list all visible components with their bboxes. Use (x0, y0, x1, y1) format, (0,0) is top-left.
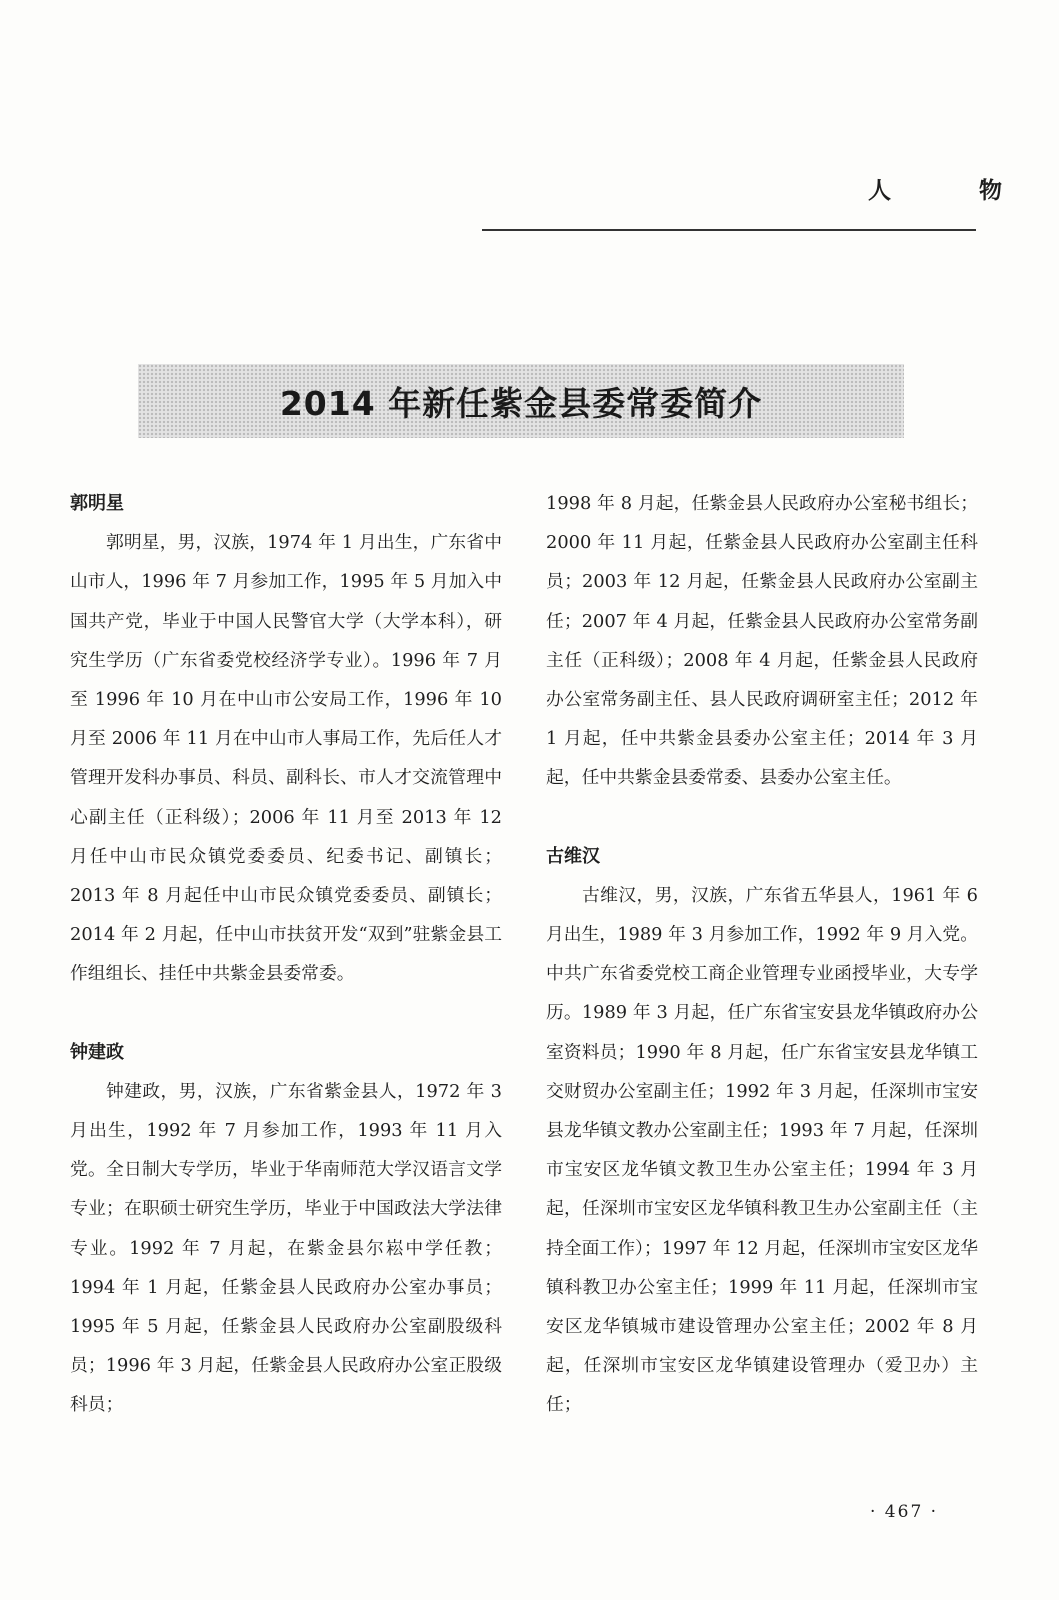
person-bio-zhong: 钟建政，男，汉族，广东省紫金县人，1972 年 3 月出生，1992 年 7 月参加工作，1993 年 11 月入党。全日制大专学历，毕业于华南师范大学汉语言文学专业；在职硕士研究生学历，毕业于中国政法大学法律专业。1992 年 7 月起，在紫金县尔崧中学任教；1994 年 1 月起，任紫金县人民政府办公室办事员；1995 年 5 月起，任紫金县人民政府办公室副股级科员；1996 年 3 月起，任紫金县人民政府办公室正股级科员； (70, 1080, 502, 1416)
left-column (70, 484, 502, 1425)
person-name-zhong: 钟建政 (70, 1041, 124, 1063)
section-header: 人 物 (868, 178, 1043, 204)
person-bio-guo: 郭明星，男，汉族，1974 年 1 月出生，广东省中山市人，1996 年 7 月参加工作，1995 年 5 月加入中国共产党，毕业于中国人民警官大学（大学本科），研究生学历（广东省委党校经济学专业）。1996 年 7 月至 1996 年 10 月在中山市公安局工作，1996 年 10 月至 2006 年 11 月在中山市人事局工作，先后任人才管理开发科办事员、科员、副科长、市人才交流管理中心副主任（正科级）；2006 年 11 月至 2013 年 12 月任中山市民众镇党委委员、纪委书记、副镇长；2013 年 8 月起任中山市民众镇党委委员、副镇长；2014 年 2 月起，任中山市扶贫开发“双到”驻紫金县工作组组长、挂任中共紫金县委常委。 (70, 532, 502, 985)
person-bio-zhong-continued: 1998 年 8 月起，任紫金县人民政府办公室秘书组长；2000 年 11 月起，任紫金县人民政府办公室副主任科员；2003 年 12 月起，任紫金县人民政府办公室副主任；2007 年 4 月起，任紫金县人民政府办公室常务副主任（正科级）；2008 年 4 月起，任紫金县人民政府办公室常务副主任、县人民政府调研室主任；2012 年 1 月起，任中共紫金县委办公室主任；2014 年 3 月起，任中共紫金县委常委、县委办公室主任。 (546, 493, 978, 789)
person-name-guo: 郭明星 (70, 493, 124, 514)
header-rule (482, 229, 976, 231)
page-number: · 467 · (870, 1502, 939, 1522)
title-banner (138, 364, 904, 438)
person-name-gu: 古维汉 (546, 845, 600, 867)
right-column (546, 484, 978, 1425)
article-title: 2014 年新任紫金县委常委简介 (279, 383, 763, 423)
person-bio-gu: 古维汉，男，汉族，广东省五华县人，1961 年 6 月出生，1989 年 3 月参加工作，1992 年 9 月入党。中共广东省委党校工商企业管理专业函授毕业，大专学历。1989 年 3 月起，任广东省宝安县龙华镇政府办公室资料员；1990 年 8 月起，任广东省宝安县龙华镇工交财贸办公室副主任；1992 年 3 月起，任深圳市宝安县龙华镇文教办公室副主任；1993 年 7 月起，任深圳市宝安区龙华镇文教卫生办公室主任；1994 年 3 月起，任深圳市宝安区龙华镇科教卫生办公室副主任（主持全面工作）；1997 年 12 月起，任深圳市宝安区龙华镇科教卫办公室主任；1999 年 11 月起，任深圳市宝安区龙华镇城市建设管理办公室主任；2002 年 8 月起，任深圳市宝安区龙华镇建设管理办（爱卫办）主任； (546, 884, 978, 1416)
